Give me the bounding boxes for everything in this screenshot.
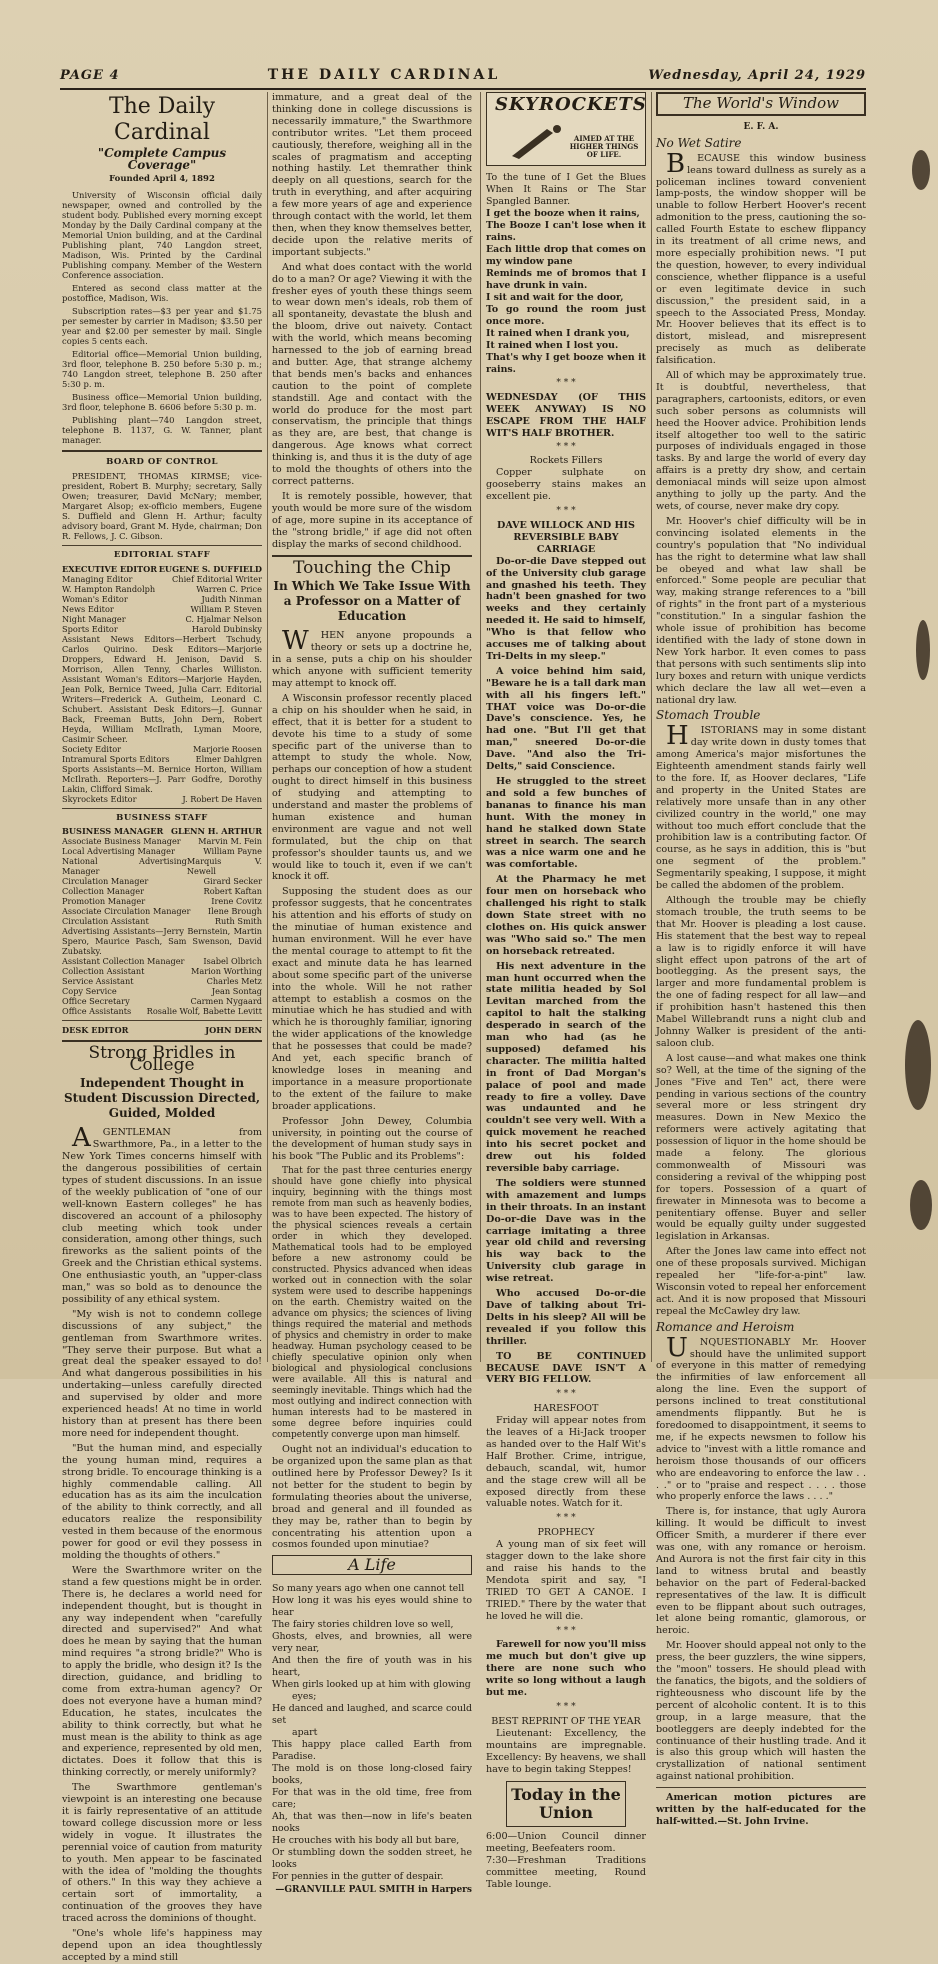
column-divider	[267, 92, 268, 1362]
staff-role: Service Assistant	[62, 976, 134, 987]
staff2-more: Sports Assistants—M. Bernice Horton, William McIlrath. Reporters—J. Parr Godfre, Dorothy Lakin, Clifford Simak.	[62, 763, 262, 794]
rule	[62, 808, 262, 809]
paragraph: That for the past three centuries energy should have gone chiefly into physical inquiry, beginning with the things most remote from man such as heavenly bodies, was to have been expected. The history of the physical sciences reveals a certain order in which they developed. Mathematical tools had to be employed before a new astronomy could be constructed. Physics advanced when ideas worked out in connection with the solar system were used to describe happenings on the earth. Chemistry waited on the advance om physics; the sciences of living things required the material and methods of physics and chemistry in order to make headway. Human psychology ceased to be chiefly speculative opinion only when biological and physiological conclusions were available. All this is natural and seemingly inevitable. Things which had the most outlying and indirect connection with human interests had to be mastered in some degree before inquiries could competently converge upon man himself.	[272, 1166, 472, 1441]
poem-line: This happy place called Earth from Paradise.	[272, 1739, 472, 1763]
staff-row	[62, 896, 262, 906]
staff-role: National Advertising Manager	[62, 856, 187, 877]
paragraph: And what does contact with the world do to a man? Or age? Viewing it with the fresher eyes of youth these things seem to wear down men's ideals, rob them of all spontaneity, devastate the blush and the bloom, drive out naivety. Contact with the world, which means becoming harnessed to the job of earning bread and butter. Age, that strange alchemy that bends men's backs and enhances caution to the point of complete standstill. Age and contact with the world do produce for the most part conservatism, the principle that things as they are, are best, that change is dangerous. Age knows what correct thinking is, and thus it is the duty of age to mold the thoughts of others into the correct patterns.	[272, 261, 472, 487]
byline: E. F. A.	[743, 121, 779, 132]
paragraph: The soldiers were stunned with amazement and lumps in their throats. In an instant Do-or-die Dave was in the carriage imitating a three year old child and reversing his way back to the University club garage in wise retreat.	[486, 1177, 646, 1285]
farewell-text: Farewell for now you'll miss me much but don't give up there are none such who write so long without a laugh but me.	[486, 1639, 646, 1699]
staff-row	[62, 876, 262, 886]
paragraph: Were the Swarthmore writer on the stand a few questions might be in order. There is, he declares a world need for independent thought, but is thought in any way independent when "carefully directed and supervised?" And what does he mean by saying that the human mind requires "a strong bridle?" Who is to apply the bridle, who design it? Is the direction, guidance, and bridling to come from extra-human agency? Or does not everyone have a human mind? Education, he states, inculcates the ability to think correctly, but what he must mean is the ability to think as age and experience, represented by old men, dictates. Does it follow that this is thinking correctly, or merely uniformly?	[62, 1564, 262, 1779]
today-box: Today in the Union	[506, 1781, 626, 1827]
exec-editor-row	[62, 564, 262, 574]
staff-row	[62, 846, 262, 856]
staff-row	[62, 614, 262, 624]
paragraph: His next adventure in the man hunt occurred when the state militia headed by Sol Levitan marched from the capitol to halt the stalking desperado in search of the man who had (as he supposed) defamed his character. The militia halted in front of Dad Morgan's palace of pool and made ready to fire a volley. Dave was undaunted and he couldn't see very well. With a quick movement he reached into his secret pocket and drew out his folded reversible baby carriage.	[486, 960, 646, 1174]
prophecy-heading: PROPHECY	[537, 1527, 595, 1539]
separator: * * *	[556, 1513, 576, 1524]
about-text: University of Wisconsin official daily newspaper, owned and controlled by the student body. Published every morning except Monday by the Daily Cardinal company at the Memorial Union building, and at the Cardinal Publishing plant, 740 Langdon street, Madison, Wis. Printed by the Cardinal Publishing company. Member of the Western Conference association.	[62, 189, 262, 280]
paragraph: BECAUSE this window business leans toward dullness as surely as a policeman inclines toward convenient lamp-posts, the window shopper will be unable to follow Herbert Hoover's recent admonition to the press, cautioning the so-called Fourth Estate to eschew flippancy in its treatment of all crime news, and more especially prohibition news. "I put the question, however, to every individual conscience, whether flippance is a useful or even legitimate device in such discussion," the president said, in a speech to the Associated Press, Monday. Mr. Hoover believes that its effect is to distort, mislead, and misrepresent precisely as much as deliberate falsification.	[656, 148, 866, 367]
chief-label: Chief Editorial Writer	[172, 573, 262, 584]
rule	[272, 555, 472, 557]
staff-row	[62, 744, 262, 754]
separator: * * *	[556, 1701, 576, 1712]
paragraph: "But the human mind, and especially the young human mind, requires a strong bridle. To encourage thinking is a highly commendable calling. All education has as its aim the inculcation of the ability to think correctly, and all educators realize the responsibility vested in them because of the enormous power for good or evil they possess in molding the thoughts of others."	[62, 1442, 262, 1561]
staff-row	[62, 916, 262, 926]
fillers-text: Copper sulphate on gooseberry stains makes an excellent pie.	[486, 467, 646, 503]
staff-name: Carmen Nygaard	[190, 996, 262, 1007]
staff-role: Copy Service	[62, 986, 117, 997]
column-2	[272, 92, 472, 1896]
haresfoot-text: Friday will appear notes from the leaves of a Hi-Jack trooper as handed over to the Half Wit's Half Brother. Crime, intrigue, debauch, scandal, wit, humor and the stage crew will all be exposed directly from these valuable notes. Watch for it.	[486, 1415, 646, 1510]
section-heading: Romance and Heroism	[656, 1319, 795, 1334]
paragraph: It is remotely possible, however, that youth would be more sure of the wisdom of age, more supine in its acceptance of the "strong bridle," if age did not often display the marks of second childhood.	[272, 490, 472, 550]
staff-role: Office Secretary	[62, 996, 130, 1007]
staff-row	[62, 1006, 262, 1016]
footer-quote: American motion pictures are written by the half-educated for the half-witted.—St. John Irvine.	[656, 1792, 866, 1827]
poem-line: For pennies in the gutter of despair.	[272, 1871, 444, 1883]
staff-row	[62, 836, 262, 846]
staff-more: Assistant News Editors—Herbert Tschudy, Carlos Quirino. Desk Editors—Marjorie Droppers, Edward H. Jenison, David S. Morrison, Allen Tenny, Charles Williston. Assistant Woman's Editors—Marjorie Hayden, Jean Polk, Bernice Tweed, Julia Carr. Editorial Writers—Frederick A. Gutheim, Leonard C. Schubert. Assistant Desk Editors—J. Gunnar Back, Freeman Butts, John Dern, Robert Heyda, William McIlrath, Lyman Moore, Casimir Scheer.	[62, 633, 262, 744]
exec-editor-name: EUGENE S. DUFFIELD	[158, 563, 262, 574]
event-item: 7:30—Freshman Traditions committee meeting, Round Table lounge.	[486, 1855, 646, 1891]
board-heading: BOARD OF CONTROL	[106, 456, 218, 467]
staff-row	[62, 886, 262, 896]
paragraph: All of which may be approximately true. It is doubtful, nevertheless, that paragraphers, cartoonists, editors, or even such sober persons as columnists will heed the Hoover advice. Prohibition lends itself altogether too well to the satiric purposes of individuals engaged in those tasks. By and large the world of every day affairs is a pretty dry show, and certain demoniacal minds will seize upon almost anything to jolly up the party. And the wets, of course, never make dry copy.	[656, 370, 866, 512]
column-4	[656, 92, 866, 1827]
rule	[656, 1787, 866, 1788]
song-line: It rained when I drank you,	[486, 328, 630, 339]
staff-role: Night Manager	[62, 613, 126, 624]
masthead	[60, 64, 866, 86]
poem-line: How long it was his eyes would shine to hear	[272, 1595, 472, 1619]
biz-manager-row	[62, 826, 262, 836]
paragraph: After the Jones law came into effect not one of these proposals survived. Michigan repealed her "life-for-a-pint" law. Wisconsin voted to repeal her enforcement act. And it is now proposed that Missouri repeal the McCawley dry law.	[656, 1246, 866, 1317]
staff-name: Ruth Smith	[214, 916, 262, 927]
page-stain	[905, 1020, 931, 1110]
paragraph: TO BE CONTINUED BECAUSE DAVE ISN'T A VERY BIG FELLOW.	[486, 1350, 646, 1386]
issue-date: Wednesday, April 24, 1929	[648, 67, 866, 83]
editorial-subhead: In Which We Take Issue With a Professor on a Matter of Education	[273, 579, 471, 624]
poem-line: eyes;	[292, 1691, 317, 1703]
staff-row	[62, 956, 262, 966]
rule	[62, 1020, 262, 1021]
page-number: PAGE 4	[60, 67, 120, 83]
wednesday-note: WEDNESDAY (OF THIS WEEK ANYWAY) IS NO ESCAPE FROM THE HALF WIT'S HALF BROTHER.	[486, 391, 646, 439]
paragraph: immature, and a great deal of the thinking done in college discussions is necessarily immature," the Swarthmore contributor writes. "Let them proceed cautiously, therefore, weighing all in the scales of pragmatism and accepting nothing hastily. Let themrather think deeply on all questions, search for the truth in everything, and after acquiring a few more years of age and experience through contact with the world, let them then, when they know themselves better, decide upon the relative merits of important subjects."	[272, 92, 472, 258]
paragraph: UNQUESTIONABLY Mr. Hoover should have the unlimited support of everyone in this matter of remedying the infirmities of law enforcement all along the line. Even the support of persons inclined to treat constitutional amendments flippantly. But he is foredoomed to disappointment, it seems to me, if he expects newsmen to follow his advice to "invest with a little romance and heroism those thousands of our officers who are endeavoring to enforce the law . . . ." or to "praise and respect . . . . those who properly enforce the laws . . . ."	[656, 1332, 866, 1503]
paragraph: Professor John Dewey, Columbia university, in pointing out the course of the development of human study says in his book "The Public and its Problems":	[272, 1115, 472, 1163]
staff-name: Jean Sontag	[211, 986, 262, 997]
managing-label: Managing Editor	[62, 573, 133, 584]
poem-line: Or stumbling down the sodden street, he looks	[272, 1847, 472, 1871]
founded-line: Founded April 4, 1892	[109, 173, 215, 184]
plant-text: Publishing plant—740 Langdon street, telephone B. 1137, G. W. Tanner, plant manager.	[62, 414, 262, 445]
song-line: To go round the room just once more.	[486, 304, 646, 327]
staff-name: William P. Steven	[190, 603, 262, 614]
paragraph: A voice behind him said, "Beware he is a tall dark man with all his fingers left." THAT voice was Do-or-die Dave's conscience. Yes, he had one. "But I'll get that man," sneered Do-or-die Dave. "And also the Tri-Delts," said Conscience.	[486, 665, 646, 773]
poem-title: A Life	[272, 1555, 472, 1575]
editorial-headline: Touching the Chip	[293, 558, 451, 579]
rocket-icon	[507, 121, 567, 161]
desk-editor-row	[62, 1025, 262, 1035]
skyrockets-editor-row	[62, 794, 262, 804]
paragraph: At the Pharmacy he met four men on horseback who challenged his right to stalk down State street with no clothes on. His quick answer was "Who said so." The men on horseback retreated.	[486, 874, 646, 957]
staff-row	[62, 976, 262, 986]
staff-name: Judith Ninman	[201, 593, 262, 604]
masthead-rule	[60, 88, 866, 90]
paragraph: "One's whole life's happiness may depend upon an idea thoughtlessly accepted by a mind still	[62, 1928, 262, 1963]
song-line: It rained when I lost you.	[486, 340, 619, 351]
paragraph: Supposing the student does as our professor suggests, that he concentrates his attention and his efforts of study on the minutiae of human existence and human environment. Will he ever have the mental courage to attempt to fit the exact and minute data he has learned about some specific part of the universe into the whole. Will he not rather attempt to establish a cosmos on the minutiae which he has studied and with which he is thoroughly familiar, ignoring the wider applications of the knowledge that he possesses that could be made? And yet, each specific branch of knowledge loses in meaning and importance in a measure proportionate to the extent of the failure to make broader applications.	[272, 886, 472, 1112]
staff-row	[62, 594, 262, 604]
staff-name: Robert Kaftan	[203, 886, 262, 897]
poem-line: The fairy stories children love so well,	[272, 1619, 454, 1631]
staff-name: Ilene Brough	[207, 906, 262, 917]
fillers-heading: Rockets Fillers	[529, 455, 603, 467]
staff-name: Harold Dubinsky	[191, 623, 262, 634]
song-line: I get the booze when it rains,	[486, 208, 640, 219]
staff-row	[62, 906, 262, 916]
staff-role: Local Advertising Manager	[62, 846, 175, 857]
staff-role: Office Assistants	[62, 1006, 132, 1017]
managing-name: W. Hampton Randolph	[62, 583, 156, 594]
staff-role: News Editor	[62, 603, 114, 614]
staff-role: BUSINESS MANAGER	[62, 826, 164, 837]
page-stain	[910, 1180, 932, 1230]
staff-name: JOHN DERN	[205, 1025, 262, 1036]
staff-role: Collection Manager	[62, 886, 144, 897]
entered-text: Entered as second class matter at the postoffice, Madison, Wis.	[62, 282, 262, 303]
paragraph: There is, for instance, that ugly Aurora killing. It would be difficult to invest Officer Smith, a murderer if there ever was one, with any romance or heroism. And Aurora is not the first fair city in this land to witness brutal and beastly behavior on the part of Federal-backed representatives of the law. It is difficult even to be flippant about such outrages, let alone being romantic, glamorous, or heroic.	[656, 1506, 866, 1637]
staff-role: Promotion Manager	[62, 896, 146, 907]
staff-role: Skyrockets Editor	[62, 793, 137, 804]
poem-line: Ghosts, elves, and brownies, all were very near,	[272, 1631, 472, 1655]
offices-text: Editorial office—Memorial Union building, 3rd floor, telephone B. 250 before 5:30 p. m.; 740 Langdon street, telephone B. 250 after 5:30 p. m.	[62, 348, 262, 389]
separator: * * *	[556, 441, 576, 452]
song-line: Reminds me of bromos that I have drunk in vain.	[486, 268, 646, 291]
editorial-heading: EDITORIAL STAFF	[113, 549, 211, 560]
staff-row	[62, 604, 262, 614]
separator: * * *	[556, 378, 576, 388]
staff-row	[62, 986, 262, 996]
poem	[272, 1583, 472, 1883]
staff-role: Sports Editor	[62, 623, 118, 634]
section-heading: No Wet Satire	[656, 135, 742, 150]
paragraph: "My wish is not to condemn college discussions of any subject," the gentleman from Swarthmore writes. "They serve their purpose. But what a great deal the speaker essayed to do! And what dangerous possibilities in his undertaking—unless carefully directed and supervised by older and more experienced heads! At no time in world history than at present has there been more need for independent thought.	[62, 1308, 262, 1439]
haresfoot-heading: HARESFOOT	[533, 1403, 599, 1415]
event-item: 6:00—Union Council dinner meeting, Beefeaters room.	[486, 1831, 646, 1855]
skyrockets-tagline: AIMED AT THE HIGHER THINGS OF LIFE.	[569, 134, 639, 159]
poem-line: He crouches with his body all but bare,	[272, 1835, 460, 1847]
staff-row	[62, 856, 262, 876]
business-heading: BUSINESS STAFF	[116, 812, 208, 823]
paragraph: Although the trouble may be chiefly stomach trouble, the truth seems to be that Mr. Hoover is pleading a lost cause. His statement that the best way to repeal a law is to rigidly enforce it will have slight effect upon patrons of the art of bootlegging. As the present says, the larger and more fundamental problem is the one of fading respect for all law—and if prohibition hasn't hastened this then Mabel Willebrandt runs a night club and Johnny Walker is president of the anti-saloon club.	[656, 895, 866, 1049]
nameplate: The Daily Cardinal	[108, 94, 216, 145]
poem-line: So many years ago when one cannot tell	[272, 1583, 465, 1595]
column-title: The World's Window	[656, 92, 866, 116]
poem-line: He danced and laughed, and scarce could set	[272, 1703, 472, 1727]
paragraph: AGENTLEMAN from Swarthmore, Pa., in a letter to the New York Times concerns himself with the dangerous possibilities of certain types of student discussions. In an issue of the weekly publication of "one of our well-known Eastern colleges" he has discovered an account of a philosophy club meeting which took under consideration, among other things, such fireworks as the salient points of the Greek and the Christian ethical systems. One enthusiastic youth, an "upper-class man," was so bold as to denounce the possibility of any ethical system.	[62, 1123, 262, 1305]
poem-line: For that was in the old time, free from care;	[272, 1787, 472, 1811]
separator: * * *	[556, 1625, 576, 1636]
chief-name: Warren C. Price	[196, 583, 262, 594]
song-line: Each little drop that comes on my window pane	[486, 244, 646, 267]
paragraph: He struggled to the street and sold a few bunches of bananas to finance his man hunt. With the money in hand he stalked down State street in search. The search was a nice warm one and he was comfortable.	[486, 776, 646, 871]
staff-role: Woman's Editor	[62, 593, 128, 604]
staff-row	[62, 996, 262, 1006]
staff-role: Intramural Sports Editors	[62, 753, 170, 764]
staff-name: Rosalie Wolf, Babette Levitt	[146, 1006, 262, 1017]
staff-name: Marquis V. Newell	[186, 856, 262, 877]
paragraph: A Wisconsin professor recently placed a chip on his shoulder when he said, in effect, that it is better for a student to devote his time to a study of some specific part of the universe than to attempt to study the whole. Now, perhaps our conception of how a student ought to direct himself in this business of studying and attempting to understand and master the problems of human existence and human environment are vague and not well formulated, but the chip on that professor's shoulder taunts us, and we would like to touch it, even if we can't knock it off.	[272, 692, 472, 883]
rates-text: Subscription rates—$3 per year and $1.75 per semester by carrier in Madison; $3.50 per year and $2.00 per semester by mail. Single copies 5 cents each.	[62, 305, 262, 346]
poem-line: The mold is on those long-closed fairy books,	[272, 1763, 472, 1787]
paper-title: THE DAILY CARDINAL	[267, 67, 501, 83]
board-text: PRESIDENT, THOMAS KIRMSE; vice-president, Robert B. Murphy; secretary, Sally Owen; treasurer, David McNary; member, Margaret Alsop; ex-officio members, Eugene S. Duffield and Glenn H. Arthur; faculty advisory board, Grant M. Hyde, chairman; Don R. Fellows, J. C. Gibson.	[62, 470, 262, 541]
staff-row	[62, 624, 262, 634]
staff-name: C. Hjalmar Nelson	[185, 613, 262, 624]
paragraph: HISTORIANS may in some distant day write down in dusty tomes that among America's major misfortunes the Eighteenth amendment stands fairly well to the fore. If, as Hoover declares, "Life and property in the United States are relatively more unsafe than in any other civilized country in the world," one may without too much effort conclude that the prohibition law is a contributing factor. Of course, as he says in addition, this is "but one segment of the problem." Segmentarily speaking, I suppose, it might be called the abdomen of the problem.	[656, 721, 866, 892]
song-line: The Booze I can't lose when it rains.	[486, 220, 646, 243]
poem-line: And then the fire of youth was in his heart,	[272, 1655, 472, 1679]
managing-row	[62, 574, 262, 584]
rule	[62, 1040, 262, 1042]
staff-name: Marion Worthing	[190, 966, 262, 977]
staff-name: Elmer Dahlgren	[195, 753, 262, 764]
section-heading: Stomach Trouble	[656, 708, 761, 723]
paragraph: Do-or-die Dave stepped out of the University club garage and gnashed his teeth. They hadn't been gnashed for two weeks and they certainly needed it. He said to himself, "Who is that fellow who accuses me of talking about Tri-Delts in my sleep."	[486, 555, 646, 662]
column-1	[62, 92, 262, 1963]
staff-name: GLENN H. ARTHUR	[170, 826, 262, 837]
poem-signature: —GRANVILLE PAUL SMITH in Harpers	[275, 1885, 472, 1896]
staff-name: Girard Secker	[203, 876, 262, 887]
staff-role: Collection Assistant	[62, 966, 145, 977]
rule	[62, 545, 262, 546]
column-divider	[651, 92, 652, 1362]
motto: "Complete Campus Coverage"	[97, 146, 227, 172]
skyrockets-logo	[486, 92, 646, 166]
staff-role: Circulation Manager	[62, 876, 149, 887]
staff-name: Marjorie Roosen	[193, 743, 262, 754]
dave-heading: DAVE WILLOCK AND HIS REVERSIBLE BABY CARRIAGE	[497, 519, 635, 555]
staff-row	[62, 754, 262, 764]
paragraph: Who accused Do-or-die Dave of talking about Tri-Delts in his sleep? All will be revealed if you follow this thriller.	[486, 1288, 646, 1347]
editorial-headline: Strong Bridles in College	[88, 1043, 236, 1076]
song	[486, 172, 646, 376]
staff-name: Irene Covitz	[211, 896, 262, 907]
staff-name: William Payne	[203, 846, 262, 857]
poem-line: apart	[292, 1727, 318, 1739]
staff-role: Circulation Assistant	[62, 916, 149, 927]
separator: * * *	[556, 1389, 576, 1400]
managing-names-row	[62, 584, 262, 594]
poem-line: Ah, that was then—now in life's beaten nooks	[272, 1811, 472, 1835]
exec-editor-label: EXECUTIVE EDITOR	[62, 563, 158, 574]
staff-role: DESK EDITOR	[62, 1025, 129, 1036]
staff-role: Associate Business Manager	[62, 836, 181, 847]
song-line: That's why I get booze when it rains.	[486, 352, 646, 375]
song-line: To the tune of I Get the Blues When It Rains or The Star Spangled Banner.	[486, 172, 646, 207]
column-3	[486, 92, 647, 1891]
staff-role: Associate Circulation Manager	[62, 906, 191, 917]
page-stain	[916, 620, 930, 680]
staff-name: Isabel Olbrich	[203, 956, 262, 967]
separator: * * *	[556, 506, 576, 517]
poem-line: When girls looked up at him with glowing	[272, 1679, 471, 1691]
paragraph: A lost cause—and what makes one think so? Well, at the time of the signing of the Jones "Five and Ten" act, there were pending in various sections of the country several more or less stringent dry measures. Down in New Mexico the reformers were actively agitating that possession of liquor in the home should be made a felony. The glorious commonwealth of Missouri was considering a revival of the whipping post for topers. Possession of a quart of firewater in Minnesota was to become a penitentiary offense. Buyer and seller would be equally guilty under suggested legislation in Arkansas.	[656, 1052, 866, 1243]
rule	[62, 450, 262, 452]
biz-more: Advertising Assistants—Jerry Bernstein, Martin Spero, Maurice Pasch, Sam Swenson, David Zubatsky.	[62, 926, 262, 957]
page-stain	[912, 150, 930, 190]
paragraph: WHEN anyone propounds a theory or sets up a doctrine he, in a sense, puts a chip on his shoulder which anyone with sufficient temerity may attempt to knock off.	[272, 626, 472, 689]
prophecy-text: A young man of six feet will stagger down to the lake shore and raise his hands to the Mendota spirit and say, "I TRIED TO GET A CANOE. I TRIED." There by the water that he loved he will die.	[486, 1539, 646, 1622]
staff-row	[62, 966, 262, 976]
staff-role: Assistant Collection Manager	[62, 956, 185, 967]
column-divider	[480, 92, 481, 1362]
editorial-subhead: Independent Thought in Student Discussion Directed, Guided, Molded	[63, 1076, 261, 1121]
business-office-text: Business office—Memorial Union building, 3rd floor, telephone B. 6606 before 5:30 p. m.	[62, 391, 262, 412]
reprint-heading: BEST REPRINT OF THE YEAR	[491, 1715, 641, 1727]
paragraph: Ought not an individual's education to be organized upon the same plan as that outlined here by Professor Dewey? Is it not better for the student to begin by formulating theories about the universe, broad and general and ill founded as they may be, rather than to begin by concentrating his attention upon a cosmos founded upon minutiae?	[272, 1444, 472, 1551]
reprint-text: Lieutenant: Excellency, the mountains are impregnable. Excellency: By heavens, we shall have to begin taking Steppes!	[486, 1727, 646, 1775]
staff-name: J. Robert De Haven	[182, 793, 262, 804]
staff-role: Society Editor	[62, 743, 122, 754]
paragraph: Mr. Hoover should appeal not only to the press, the beer guzzlers, the wine sippers, the "moon" tossers. He should plead with the fanatics, the bigots, and the soldiers of righteousness who discount life by the percent of alcoholic content. It is to this group, in a large measure, that the bootleggers are deeply indebted for the continuance of their hustling trade. And it is also this group which will hasten the crystallization of national sentiment against national prohibition.	[656, 1640, 866, 1783]
skyrockets-logo-text: SKYROCKETS	[495, 94, 647, 115]
staff-name: Marvin M. Fein	[198, 836, 262, 847]
song-line: I sit and wait for the door,	[486, 292, 624, 303]
paragraph: The Swarthmore gentleman's viewpoint is an interesting one because it is fairly representative of an attitude toward college discussion more or less widely in vogue. It illustrates the perennial voice of caution from maturity to youth. Men appear to be fascinated with the idea of "molding the thoughts of others." In this way they achieve a certain sort of immortality, a continuation of the grooves they have traced across the dominions of thought.	[62, 1782, 262, 1925]
paragraph: Mr. Hoover's chief difficulty will be in convincing isolated elements in the country's population that "No individual has the right to determine what law shall be obeyed and what law shall be enforced." Some people are peculiar that way, making strange references to a "bill of rights" in the front part of a mysterious "constitution." In a singular fashion the whole issue of prohibition has become identified with the lady of stone down in New York harbor. It even comes to pass that persons with such sentiments slip into lury boxes and return with unique verdicts which declare the law all wet—even a national dry law.	[656, 515, 866, 706]
staff-name: Charles Metz	[206, 976, 262, 987]
